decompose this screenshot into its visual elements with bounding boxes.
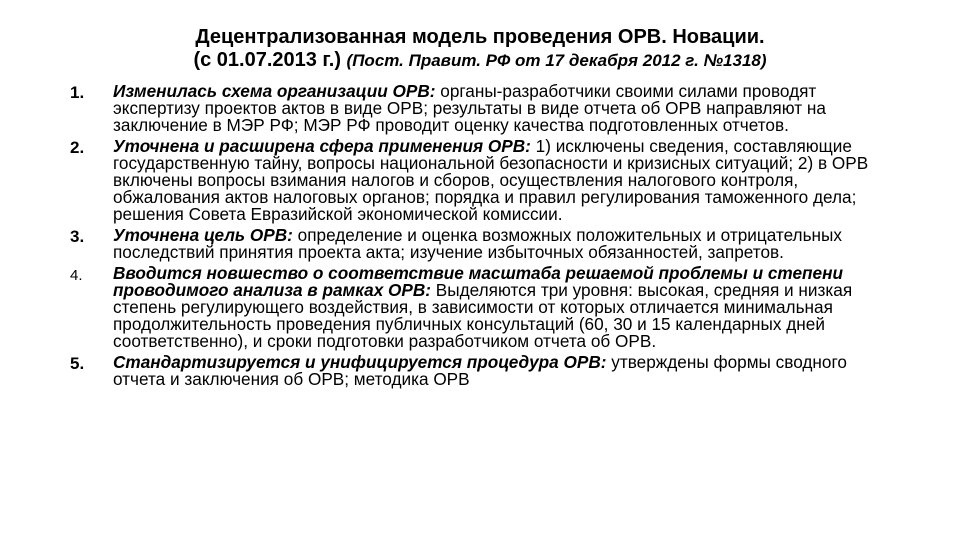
item-text: определение и оценка возможных положительных и отрицательных последствий принятия проекта акта; изучение избыточных обязанностей, запретов. [113,225,842,262]
item-lead: Вводится новшество о соответствие масштаба решаемой проблемы и степени проводимого анализа в рамках ОРВ: [113,263,843,300]
item-text: Выделяются три уровня: высокая, средняя и низкая степень регулирующего воздействия, в зависимости от которых отличается минимальная продолжительность проведения публичных консультаций (60, 30 и 15 календарных дней соответственно), и сроки подготовки разработчиком отчета об ОРВ. [113,280,853,351]
list-item-3 [70,227,900,261]
item-number: 4. [70,267,83,284]
title-date: (с 01.07.2013 г.) [193,49,341,71]
slide-title [0,26,960,72]
item-text: органы-разработчики своими силами проводят экспертизу проектов актов в виде ОРВ; результаты в виде отчета об ОРВ направляют на заключение в МЭР РФ; МЭР РФ проводит оценку качества подготовленных отчетов. [113,81,826,135]
item-number: 2. [70,138,85,157]
list-item-5 [70,354,900,388]
item-number: 5. [70,354,85,373]
title-decree: (Пост. Правит. РФ от 17 декабря 2012 г. №1318) [346,51,767,70]
list-item-1 [70,83,900,134]
item-lead: Уточнена цель ОРВ: [113,225,293,245]
title-line-2 [0,49,960,72]
item-number: 3. [70,227,85,246]
item-number: 1. [70,83,85,102]
item-text: 1) исключены сведения, составляющие государственную тайну, вопросы национальной безопасности и кризисных ситуаций; 2) в ОРВ включены вопросы взимания налогов и сборов, осуществления налогового контроля, обжалования актов налоговых органов; порядка и правил регулирования таможенного дела; решения Совета Евразийской экономической комиссии. [113,136,869,224]
list-item-2 [70,138,900,223]
item-lead: Уточнена и расширена сфера применения ОРВ: [113,136,531,156]
novations-list [70,83,900,392]
item-lead: Стандартизируется и унифицируется процедура ОРВ: [113,352,607,372]
item-lead: Изменилась схема организации ОРВ: [113,81,436,101]
item-text: утверждены формы сводного отчета и заключения об ОРВ; методика ОРВ [113,352,847,389]
title-line-1: Децентрализованная модель проведения ОРВ. Новации. [195,26,765,48]
list-item-4 [70,265,900,350]
